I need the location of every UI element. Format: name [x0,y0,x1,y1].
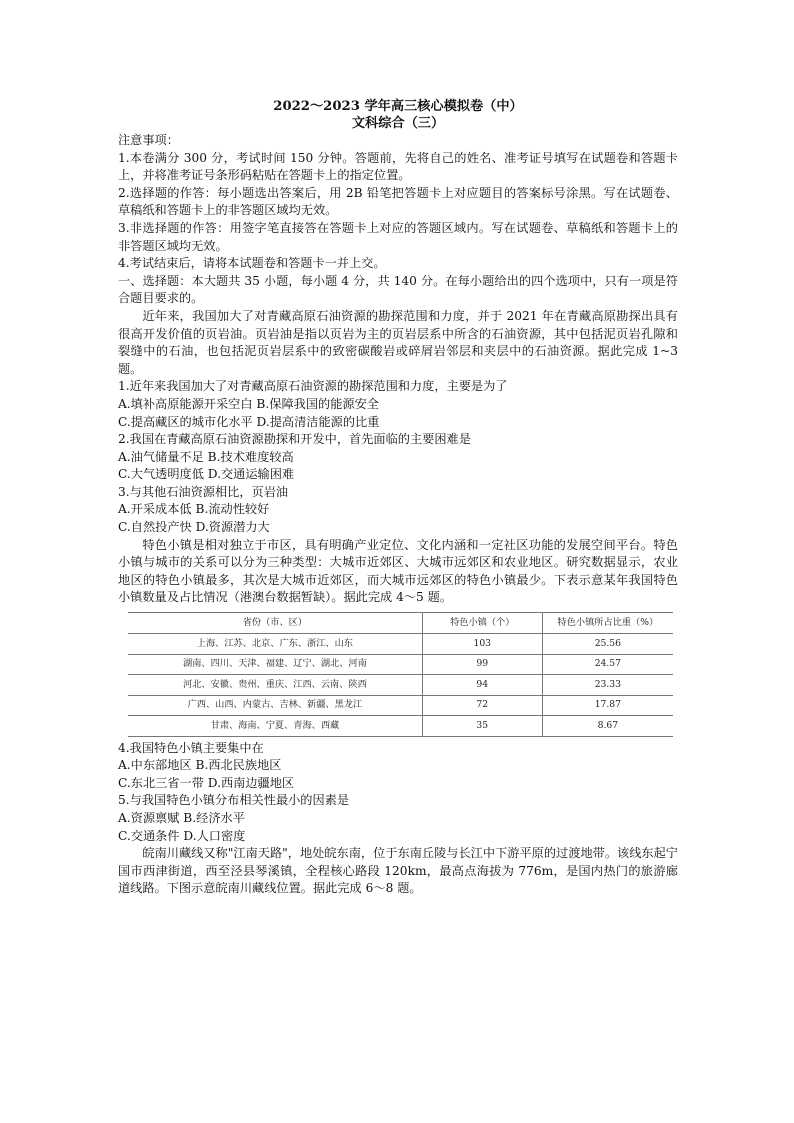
table-header: 特色小镇（个） [422,613,542,634]
table-row [128,654,673,675]
question-1-options-cd: C.提高藏区的城市化水平 D.提高清洁能源的比重 [118,414,380,429]
table-cell: 上海、江苏、北京、广东、浙江、山东 [128,634,422,655]
exam-title: 2022～2023 学年高三核心模拟卷（中） [273,99,523,114]
table-cell: 甘肃、海南、宁夏、青海、西藏 [128,716,422,737]
question-1: 1.近年来我国加大了对青藏高原石油资源的勘探范围和力度，主要是为了 [118,379,508,394]
passage-towns: 特色小镇是相对独立于市区，具有明确产业定位、文化内涵和一定社区功能的发展空间平台。特色小镇与城市的关系可以分为三种类型：大城市近郊区、大城市远郊区和农业地区。研究数据显示，农业地区的特色小镇最多，其次是大城市近郊区，而大城市远郊区的特色小镇最少。下表示意某年我国特色小镇数量及占比情况（港澳台数据暂缺）。据此完成 4～5 题。 [118,537,678,605]
question-4: 4.我国特色小镇主要集中在 [118,740,264,755]
table-cell: 24.57 [542,654,673,675]
table-cell: 35 [422,716,542,737]
question-2-options-cd: C.大气透明度低 D.交通运输困难 [118,467,295,482]
question-2: 2.我国在青藏高原石油资源勘探和开发中，首先面临的主要困难是 [118,432,471,447]
table-row [128,716,673,737]
question-2-options-ab: A.油气储量不足 B.技术难度较高 [118,449,294,464]
table-cell: 25.56 [542,634,673,655]
section-intro: 一、选择题：本大题共 35 小题，每小题 4 分，共 140 分。在每小题给出的四个选项中，只有一项是符合题目要求的。 [118,273,678,306]
question-3: 3.与其他石油资源相比，页岩油 [118,484,289,499]
table-cell: 103 [422,634,542,655]
question-5-options-cd: C.交通条件 D.人口密度 [118,828,246,843]
table-cell: 94 [422,675,542,696]
table-header-row [128,613,673,634]
table-header: 省份（市、区） [128,613,422,634]
table-cell: 23.33 [542,675,673,696]
notes-heading: 注意事项： [118,133,179,147]
table-cell: 99 [422,654,542,675]
table-row [128,695,673,716]
note-item-4: 4.考试结束后，请将本试题卷和答题卡一并上交。 [118,256,386,271]
table-cell: 广西、山西、内蒙古、吉林、新疆、黑龙江 [128,695,422,716]
table-header: 特色小镇所占比重（%） [542,613,673,634]
table-cell: 河北、安徽、贵州、重庆、江西、云南、陕西 [128,675,422,696]
passage-oil: 近年来，我国加大了对青藏高原石油资源的勘探范围和力度，并于 2021 年在青藏高原勘探出具有很高开发价值的页岩油。页岩油是指以页岩为主的页岩层系中所含的石油资源，其中包括泥页岩孔隙和裂缝中的石油，也包括泥页岩层系中的致密碳酸岩或碎屑岩邻层和夹层中的石油资源。据此完成 1~3 题。 [118,308,678,376]
table-cell: 72 [422,695,542,716]
question-4-options-ab: A.中东部地区 B.西北民族地区 [118,758,282,773]
table-row [128,675,673,696]
towns-table [128,612,673,737]
question-3-options-cd: C.自然投产快 D.资源潜力大 [118,520,270,535]
question-5-options-ab: A.资源禀赋 B.经济水平 [118,810,245,825]
exam-subtitle: 文科综合（三） [351,116,445,131]
table-row [128,634,673,655]
note-item-1: 1.本卷满分 300 分，考试时间 150 分钟。答题前，先将自己的姓名、准考证号填写在试题卷和答题卡上，并将准考证号条形码粘贴在答题卡上的指定位置。 [118,150,678,183]
passage-road: 皖南川藏线又称"江南天路"，地处皖东南，位于东南丘陵与长江中下游平原的过渡地带。该线东起宁国市西津街道，西至泾县琴溪镇，全程核心路段 120km，最高点海拔为 776m，是国内热门的旅游廊道线路。下图示意皖南川藏线位置。据此完成 6～8 题。 [118,846,678,896]
note-item-2: 2.选择题的作答：每小题选出答案后，用 2B 铅笔把答题卡上对应题目的答案标号涂黑。写在试题卷、草稿纸和答题卡上的非答题区域均无效。 [118,185,678,218]
table-cell: 湖南、四川、天津、福建、辽宁、湖北、河南 [128,654,422,675]
question-5: 5.与我国特色小镇分布相关性最小的因素是 [118,793,350,808]
note-item-3: 3.非选择题的作答：用签字笔直接答在答题卡上对应的答题区域内。写在试题卷、草稿纸和答题卡上的非答题区域均无效。 [118,220,678,253]
question-4-options-cd: C.东北三省一带 D.西南边疆地区 [118,775,295,790]
question-3-options-ab: A.开采成本低 B.流动性较好 [118,502,270,517]
exam-page [118,98,678,898]
table-cell: 17.87 [542,695,673,716]
question-1-options-ab: A.填补高原能源开采空白 B.保障我国的能源安全 [118,396,379,411]
table-cell: 8.67 [542,716,673,737]
